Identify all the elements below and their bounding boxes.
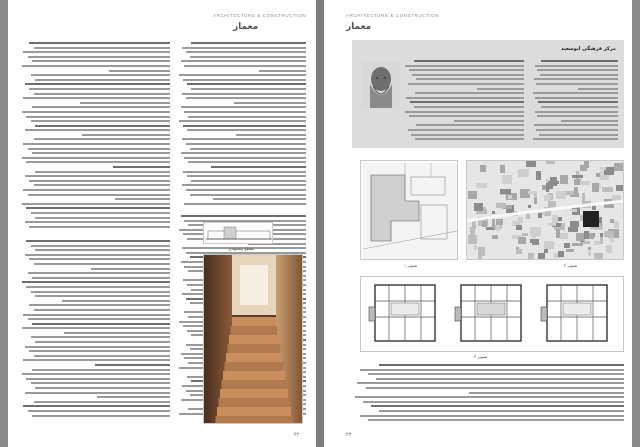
text-line	[533, 92, 618, 94]
aerial-block	[500, 189, 511, 194]
text-line	[22, 373, 171, 375]
text-line	[541, 106, 618, 108]
left-text-column-left	[20, 42, 170, 232]
aerial-block	[480, 165, 486, 172]
text-line	[25, 129, 171, 131]
text-line	[561, 120, 618, 122]
aerial-block	[602, 187, 613, 192]
aerial-block	[530, 227, 541, 236]
text-line	[22, 157, 171, 159]
text-line	[23, 189, 170, 191]
text-line	[538, 101, 618, 103]
text-line	[406, 97, 524, 99]
text-line	[190, 148, 306, 150]
text-line	[184, 203, 306, 205]
stair-step	[223, 371, 285, 380]
text-line	[25, 346, 171, 348]
text-line	[35, 249, 170, 251]
text-line	[454, 120, 524, 122]
staircase-photo	[203, 254, 303, 424]
aerial-block	[574, 187, 578, 195]
text-line	[412, 74, 524, 76]
aerial-block	[560, 175, 568, 184]
text-line	[31, 74, 171, 76]
aerial-block	[518, 169, 529, 177]
panel-text-left	[404, 60, 524, 144]
text-line	[29, 258, 170, 260]
text-line	[416, 124, 524, 126]
text-line	[32, 277, 170, 279]
aerial-block	[566, 249, 574, 252]
text-line	[28, 148, 171, 150]
aerial-block	[526, 161, 536, 167]
text-line	[540, 74, 618, 76]
text-line	[23, 359, 170, 361]
aerial-block	[482, 221, 487, 227]
text-line	[31, 212, 171, 214]
text-line	[191, 180, 306, 182]
text-line	[31, 120, 171, 122]
text-line	[80, 102, 170, 104]
text-line	[29, 226, 170, 228]
stair-step	[216, 416, 293, 424]
text-line	[29, 304, 170, 306]
text-line	[35, 217, 170, 219]
aerial-block	[592, 183, 599, 192]
text-line	[190, 56, 306, 58]
text-line	[25, 221, 171, 223]
aerial-block	[614, 221, 619, 228]
aerial-block	[552, 215, 558, 223]
text-line	[31, 245, 171, 247]
project-info-panel	[352, 40, 624, 148]
right-bottom-text	[352, 364, 624, 424]
text-line	[28, 56, 171, 58]
aerial-block	[474, 245, 477, 250]
aerial-block	[548, 201, 556, 208]
text-line	[32, 106, 170, 108]
text-line	[534, 78, 618, 80]
site-plan-figure	[360, 160, 458, 260]
aerial-block	[572, 175, 583, 178]
text-line	[536, 83, 618, 85]
text-line	[29, 350, 170, 352]
aerial-block	[528, 253, 534, 260]
text-line	[32, 60, 170, 62]
text-line	[186, 189, 306, 191]
text-line	[22, 327, 171, 329]
aerial-block	[572, 209, 577, 212]
text-line	[188, 161, 306, 163]
site-plan-caption: تصویر ۱	[404, 263, 418, 268]
text-line	[25, 392, 171, 394]
floor-plan	[369, 285, 435, 341]
aerial-block	[528, 205, 531, 208]
left-page	[8, 0, 316, 447]
text-line	[408, 129, 524, 131]
stair-step	[226, 353, 282, 362]
aerial-block	[606, 245, 612, 253]
floor-plan	[541, 285, 607, 341]
aerial-block	[536, 171, 541, 180]
text-line	[97, 396, 171, 398]
text-line	[416, 78, 524, 80]
text-line	[181, 60, 306, 62]
aerial-block	[556, 191, 566, 199]
text-line	[62, 300, 170, 302]
aerial-block	[582, 193, 585, 201]
aerial-block	[588, 251, 591, 256]
aerial-block	[570, 221, 579, 227]
aerial-block	[528, 191, 537, 194]
text-line	[379, 364, 624, 366]
text-line	[411, 134, 524, 136]
text-line	[22, 111, 171, 113]
aerial-block	[560, 233, 568, 239]
text-line	[28, 318, 171, 320]
aerial-block	[600, 167, 606, 170]
text-line	[31, 336, 171, 338]
aerial-block	[580, 165, 587, 171]
text-line	[181, 106, 306, 108]
text-line	[34, 184, 171, 186]
text-line	[535, 111, 618, 113]
text-line	[35, 387, 170, 389]
text-line	[415, 138, 524, 140]
text-line	[95, 364, 170, 366]
text-line	[25, 175, 171, 177]
text-line	[34, 309, 171, 311]
aerial-block	[538, 253, 545, 259]
aerial-block	[576, 233, 585, 241]
text-line	[182, 138, 306, 140]
text-line	[213, 198, 306, 200]
text-line	[34, 263, 171, 265]
text-line	[28, 194, 171, 196]
stair-step	[229, 335, 279, 344]
text-line	[376, 378, 624, 380]
text-line	[91, 268, 171, 270]
text-line	[35, 171, 170, 173]
aerial-block	[548, 223, 556, 226]
text-line	[23, 405, 170, 407]
text-line	[186, 97, 306, 99]
aerial-block	[496, 203, 506, 208]
text-line	[414, 106, 524, 108]
aerial-block	[584, 231, 589, 239]
aerial-block	[600, 237, 603, 244]
text-line	[183, 171, 306, 173]
text-line	[211, 166, 306, 168]
text-line	[23, 143, 170, 145]
text-line	[536, 129, 618, 131]
text-line	[29, 180, 170, 182]
text-line	[190, 194, 306, 196]
panel-text-right	[532, 60, 618, 144]
text-line	[405, 111, 524, 113]
text-line	[34, 401, 171, 403]
floor-plans-caption: تصویر ۳	[474, 354, 488, 359]
text-line	[186, 51, 306, 53]
text-line	[184, 157, 306, 159]
text-line	[32, 369, 170, 371]
text-line	[539, 134, 618, 136]
text-line	[182, 93, 306, 95]
text-line	[533, 138, 618, 140]
aerial-block	[478, 247, 485, 256]
text-line	[26, 240, 170, 242]
text-line	[179, 120, 306, 122]
aerial-block	[508, 195, 512, 199]
aerial-view-caption: تصویر ۲	[564, 263, 578, 268]
aerial-block	[610, 219, 614, 223]
text-line	[23, 97, 170, 99]
book-spine	[316, 0, 324, 447]
text-line	[22, 281, 171, 283]
text-line	[360, 369, 624, 371]
aerial-block	[616, 185, 623, 191]
aerial-block	[522, 233, 528, 236]
aerial-block	[500, 165, 505, 173]
aerial-block	[558, 251, 564, 257]
text-line	[469, 392, 624, 394]
text-line	[541, 60, 618, 62]
aerial-block	[546, 183, 549, 192]
text-line	[179, 74, 306, 76]
text-line	[534, 124, 618, 126]
text-line	[186, 143, 306, 145]
text-line	[32, 152, 170, 154]
text-line	[25, 83, 171, 85]
text-line	[23, 51, 170, 53]
text-line	[32, 323, 170, 325]
aerial-block	[516, 249, 522, 254]
stair-step	[228, 344, 281, 353]
text-line	[415, 92, 524, 94]
text-line	[191, 42, 306, 44]
text-line	[409, 115, 524, 117]
section-drawing	[203, 222, 273, 244]
stair-step	[220, 389, 288, 398]
left-header-tag: ARCHITECTURE & CONSTRUCTION	[213, 13, 307, 18]
text-line	[23, 314, 170, 316]
portrait-photo	[362, 62, 400, 108]
text-line	[410, 101, 524, 103]
aerial-block	[614, 163, 624, 171]
text-line	[409, 69, 524, 71]
text-line	[191, 88, 306, 90]
aerial-block	[538, 213, 542, 218]
aerial-block	[492, 219, 495, 228]
highlighted-building	[583, 211, 599, 227]
text-line	[31, 291, 171, 293]
text-line	[35, 341, 170, 343]
right-page	[324, 0, 632, 447]
text-line	[25, 254, 171, 256]
aerial-block	[496, 219, 503, 225]
aerial-block	[588, 247, 591, 250]
text-line	[187, 129, 306, 131]
aerial-block	[468, 191, 477, 199]
text-line	[113, 166, 170, 168]
aerial-block	[546, 161, 555, 164]
text-line	[109, 70, 171, 72]
text-line	[368, 373, 624, 375]
aerial-block	[468, 235, 477, 244]
aerial-block	[594, 241, 600, 245]
stair-step	[219, 398, 290, 407]
stair-step	[225, 362, 284, 371]
text-line	[26, 286, 170, 288]
aerial-block	[564, 243, 570, 248]
aerial-block	[610, 237, 614, 242]
aerial-block	[544, 195, 551, 201]
text-line	[535, 65, 618, 67]
aerial-block	[580, 181, 590, 185]
text-line	[29, 42, 170, 44]
aerial-block	[568, 227, 578, 232]
section-caption: مقطع پیشنهادی	[228, 246, 254, 251]
aerial-block	[574, 179, 581, 185]
floor-plan	[455, 285, 521, 341]
aerial-block	[472, 221, 476, 229]
right-header-tag: ARCHITECTURE & CONSTRUCTION	[346, 13, 440, 18]
aerial-block	[604, 231, 614, 237]
text-line	[578, 88, 618, 90]
text-line	[32, 415, 170, 417]
text-line	[82, 134, 171, 136]
text-line	[537, 69, 618, 71]
text-line	[28, 410, 171, 412]
aerial-view-figure	[466, 160, 624, 260]
text-line	[366, 387, 624, 389]
aerial-block	[502, 175, 512, 184]
project-title: مرکز فرهنگی ابوسعید	[561, 46, 616, 52]
aerial-block	[548, 181, 559, 184]
left-logo: معمار	[233, 22, 259, 32]
text-line	[22, 65, 171, 67]
aerial-block	[492, 211, 495, 214]
text-line	[184, 65, 306, 67]
left-text-column-left-lower	[20, 240, 170, 420]
text-line	[115, 198, 171, 200]
text-line	[35, 125, 170, 127]
left-text-column-right	[178, 42, 306, 212]
text-line	[183, 125, 306, 127]
stair-step	[231, 326, 278, 335]
text-line	[26, 207, 170, 209]
text-line	[183, 79, 306, 81]
text-line	[26, 116, 170, 118]
text-line	[259, 70, 306, 72]
stair-step	[222, 380, 287, 389]
text-line	[357, 382, 624, 384]
text-line	[371, 405, 624, 407]
aerial-block	[516, 225, 522, 230]
text-line	[64, 332, 171, 334]
aerial-block	[496, 225, 500, 231]
text-line	[405, 65, 524, 67]
text-line	[28, 272, 171, 274]
aerial-block	[530, 239, 535, 243]
text-line	[363, 401, 624, 403]
left-page-number: ۴۲	[294, 432, 300, 438]
text-line	[188, 116, 306, 118]
text-line	[360, 415, 624, 417]
aerial-block	[572, 243, 583, 246]
text-line	[34, 138, 171, 140]
right-logo: معمار	[346, 22, 372, 32]
aerial-block	[492, 235, 498, 239]
text-line	[182, 184, 306, 186]
text-line	[29, 88, 170, 90]
text-line	[22, 203, 171, 205]
text-line	[184, 111, 306, 113]
text-line	[368, 419, 624, 421]
aerial-block	[476, 183, 487, 188]
aerial-block	[474, 203, 483, 211]
text-line	[182, 47, 306, 49]
text-line	[477, 88, 524, 90]
text-line	[31, 382, 171, 384]
text-line	[236, 134, 306, 136]
right-page-number: ۴۳	[346, 432, 352, 438]
text-line	[355, 396, 624, 398]
text-line	[414, 60, 524, 62]
text-line	[35, 79, 170, 81]
text-line	[535, 97, 618, 99]
text-line	[35, 295, 170, 297]
stair-step	[217, 407, 291, 416]
aerial-block	[594, 253, 603, 260]
text-line	[187, 175, 306, 177]
text-line	[408, 83, 524, 85]
text-line	[34, 47, 171, 49]
aerial-block	[518, 237, 526, 244]
aerial-block	[566, 191, 574, 195]
text-line	[181, 152, 306, 154]
stair-step	[232, 317, 276, 326]
floor-plans-figure	[360, 276, 624, 352]
text-line	[181, 215, 306, 217]
aerial-block	[544, 241, 554, 249]
text-line	[234, 102, 306, 104]
text-line	[34, 93, 171, 95]
text-line	[187, 83, 306, 85]
text-line	[537, 115, 618, 117]
text-line	[26, 161, 170, 163]
aerial-block	[556, 229, 560, 238]
aerial-block	[534, 197, 537, 204]
text-line	[379, 410, 624, 412]
text-line	[34, 355, 171, 357]
text-line	[26, 378, 170, 380]
